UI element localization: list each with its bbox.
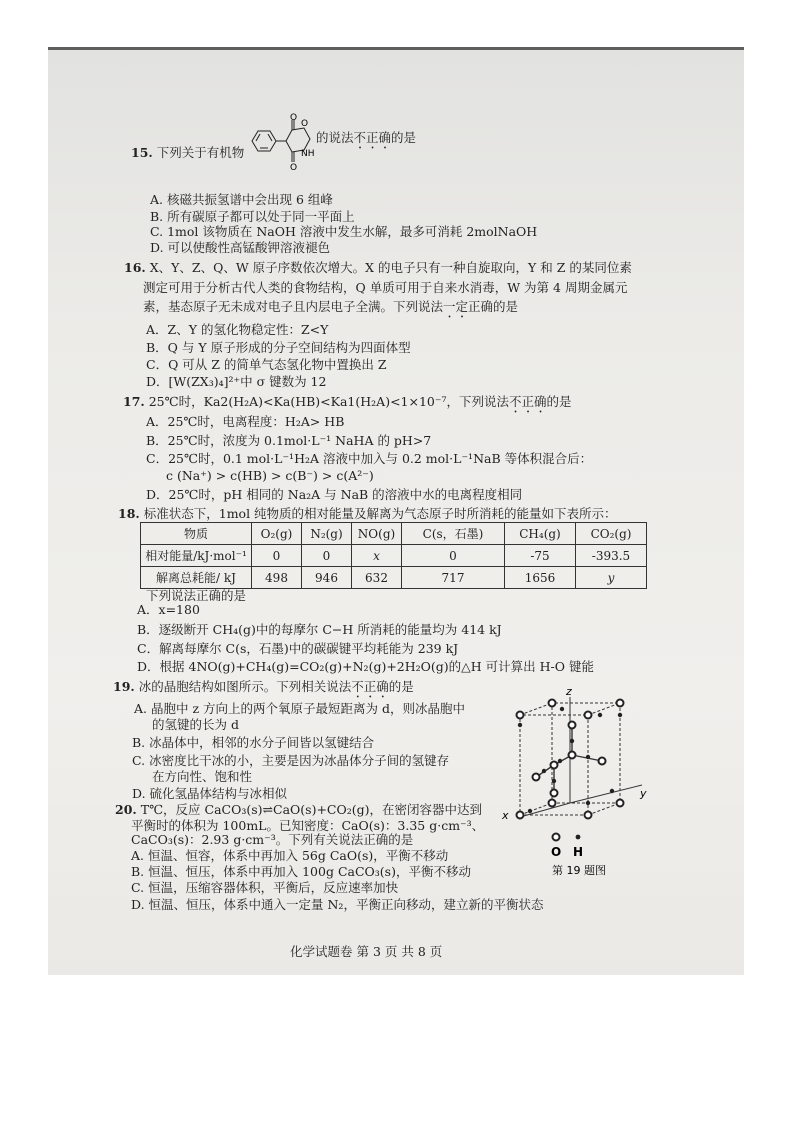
q19-axis-z: z (566, 685, 572, 698)
q19-option-c-cont: 在方向性、饱和性 (152, 769, 253, 784)
q20-option-b: B. 恒温、恒压，体系中再加入 100g CaCO₃(s)，平衡不移动 (131, 864, 471, 879)
q18-after-table: 下列说法正确的是 (146, 588, 247, 603)
table-header-cell: C(s，石墨) (402, 523, 505, 545)
q16-line3b: 正确的是 (468, 299, 519, 314)
q16-line3a: 素，基态原子无未成对电子且内层电子全满。下列说法 (143, 299, 444, 314)
q20-number: 20. (115, 802, 137, 817)
q19-axis-y: y (640, 787, 647, 800)
q17-stem (123, 394, 572, 416)
q19-option-a: A. 晶胞中 z 方向上的两个氧原子最短距离为 d，则冰晶胞中 (134, 701, 465, 716)
q19-axis-x: x (502, 809, 509, 822)
q19-option-d: D. 硫化氢晶体结构与冰相似 (132, 786, 288, 801)
q20-stem-line1 (115, 802, 482, 818)
q18-number: 18. (118, 506, 140, 521)
q19-option-b: B. 冰晶体中，相邻的水分子间皆以氢键结合 (132, 735, 375, 750)
q19-emphasis: 不正确 (351, 679, 389, 694)
q19-stem-a: 冰的晶胞结构如图所示。下列相关说法 (138, 679, 352, 694)
q15-mol-o2: O (301, 119, 309, 129)
q15-prompt-c: 的是 (391, 130, 417, 145)
table-cell: 1656 (505, 567, 576, 589)
q20-option-c: C. 恒温，压缩容器体积，平衡后，反应速率加快 (131, 880, 399, 895)
q20-option-d: D. 恒温、恒压，体系中通入一定量 N₂，平衡正向移动，建立新的平衡状态 (131, 897, 544, 912)
table-header-cell: CO₂(g) (576, 523, 647, 545)
q15-prompt-a: 下列关于有机物 (156, 145, 245, 160)
q15-option-b: B. 所有碳原子都可以处于同一平面上 (150, 209, 355, 224)
q17-option-c: C．25℃时，0.1 mol·L⁻¹H₂A 溶液中加入与 0.2 mol·L⁻¹NaB 等体积混合后： (146, 451, 593, 466)
table-header-cell: 物质 (141, 523, 252, 545)
q19-option-a-cont: 的氢键的长为 d (152, 717, 239, 732)
q15-mol-o1: O (290, 113, 298, 123)
q15-prompt-b: 的说法 (316, 130, 354, 145)
page-footer: 化学试题卷 第 3 页 共 8 页 (290, 944, 443, 959)
q18-stem (118, 506, 617, 522)
table-header-cell: O₂(g) (252, 523, 302, 545)
q18-option-b: B．逐级断开 CH₄(g)中的每摩尔 C−H 所消耗的能量均为 414 kJ (137, 622, 502, 637)
q16-stem-line3 (143, 299, 518, 321)
q17-stem-b: 的是 (546, 394, 572, 409)
table-header-row (141, 523, 647, 545)
q15-option-c: C. 1mol 该物质在 NaOH 溶液中发生水解，最多可消耗 2molNaOH (150, 224, 538, 239)
q16-stem-line2: 测定可用于分析古代人类的食物结构，Q 单质可用于自来水消毒，W 为第 4 周期金属元 (143, 280, 628, 295)
q17-option-c-cont: c (Na⁺) > c(HB) > c(B⁻) > c(A²⁻) (166, 468, 374, 483)
q17-option-a: A．25℃时，电离程度：H₂A> HB (146, 414, 345, 429)
q18-stem-text: 标准状态下，1mol 纯物质的相对能量及解离为气态原子时所消耗的能量如下表所示： (143, 506, 617, 521)
q16-stem-line1 (124, 260, 632, 276)
table-cell: 717 (402, 567, 505, 589)
q20-stem-line2: 平衡时的体积为 100mL。已知密度：CaO(s)：3.35 g·cm⁻³、 (131, 818, 485, 833)
table-row (141, 545, 647, 567)
q19-number: 19. (113, 679, 135, 694)
table-row (141, 567, 647, 589)
q17-option-b: B．25℃时，浓度为 0.1mol·L⁻¹ NaHA 的 pH>7 (146, 433, 432, 448)
hydrogen-legend-icon (576, 835, 581, 840)
q19-stem-b: 的是 (388, 679, 414, 694)
table-header-cell: NO(g) (352, 523, 402, 545)
table-cell: -75 (505, 545, 576, 567)
q15-stem (131, 145, 244, 161)
q17-number: 17. (123, 394, 145, 409)
q16-option-b: B．Q 与 Y 原子形成的分子空间结构为四面体型 (146, 340, 411, 355)
oxygen-legend-icon (553, 834, 560, 841)
q18-option-c: C．解离每摩尔 C(s，石墨)中的碳碳键平均耗能为 239 kJ (137, 641, 459, 656)
table-cell: x (352, 545, 402, 567)
q17-emphasis: 不正确 (509, 394, 547, 409)
table-cell: 946 (302, 567, 352, 589)
table-cell: 0 (402, 545, 505, 567)
q19-option-c: C. 冰密度比干冰的小，主要是因为冰晶体分子间的氢键存 (132, 753, 450, 768)
q19-stem (113, 679, 414, 701)
q17-stem-a: 25℃时，Ka2(H₂A)<Ka(HB)<Ka1(H₂A)<1×10⁻⁷，下列说法 (148, 394, 509, 409)
q15-option-a: A. 核磁共振氢谱中会出现 6 组峰 (150, 192, 333, 207)
table-cell: 0 (252, 545, 302, 567)
table-cell: -393.5 (576, 545, 647, 567)
q20-stem-line3: CaCO₃(s)：2.93 g·cm⁻³。下列有关说法正确的是 (131, 832, 414, 847)
table-header-cell: N₂(g) (302, 523, 352, 545)
q19-legend-h: H (573, 845, 584, 859)
table-cell: y (576, 567, 647, 589)
q15-molecule-structure (240, 112, 320, 174)
q18-energy-table (140, 522, 647, 589)
q17-option-d: D．25℃时，pH 相同的 Na₂A 与 NaB 的溶液中水的电离程度相同 (146, 487, 523, 502)
table-cell: 498 (252, 567, 302, 589)
q19-ice-unit-cell-figure (500, 685, 660, 880)
q19-figure-caption: 第 19 题图 (552, 864, 606, 877)
q20-line1: T℃，反应 CaCO₃(s)⇌CaO(s)+CO₂(g)，在密闭容器中达到 (140, 802, 482, 817)
q15-option-d: D. 可以使酸性高锰酸钾溶液褪色 (150, 240, 331, 255)
table-cell: 0 (302, 545, 352, 567)
q19-legend-o: O (551, 845, 562, 859)
q15-emphasis: 不正确 (353, 130, 392, 145)
q16-emphasis: 一定 (443, 299, 469, 314)
q15-stem-tail (316, 130, 416, 152)
table-cell: 632 (352, 567, 402, 589)
q15-mol-o3: O (290, 163, 298, 173)
q15-mol-nh: NH (301, 149, 315, 159)
q16-line1: X、Y、Z、Q、W 原子序数依次增大。X 的电子只有一种自旋取向，Y 和 Z 的某同位素 (149, 260, 632, 275)
q16-number: 16. (124, 260, 146, 275)
q18-option-a: A．x=180 (137, 602, 200, 617)
table-cell: 解离总耗能/ kJ (141, 567, 252, 589)
table-cell: 相对能量/kJ·mol⁻¹ (141, 545, 252, 567)
q16-option-c: C．Q 可从 Z 的简单气态氢化物中置换出 Z (146, 357, 387, 372)
q18-option-d: D．根据 4NO(g)+CH₄(g)=CO₂(g)+N₂(g)+2H₂O(g)的△H 可计算出 H-O 键能 (137, 659, 594, 674)
table-header-cell: CH₄(g) (505, 523, 576, 545)
q15-number: 15. (131, 145, 153, 160)
q16-option-a: A．Z、Y 的氢化物稳定性：Z<Y (146, 322, 329, 337)
q20-option-a: A. 恒温、恒容，体系中再加入 56g CaO(s)，平衡不移动 (131, 848, 449, 863)
q16-option-d: D．[W(ZX₃)₄]²⁺中 σ 键数为 12 (146, 374, 327, 389)
